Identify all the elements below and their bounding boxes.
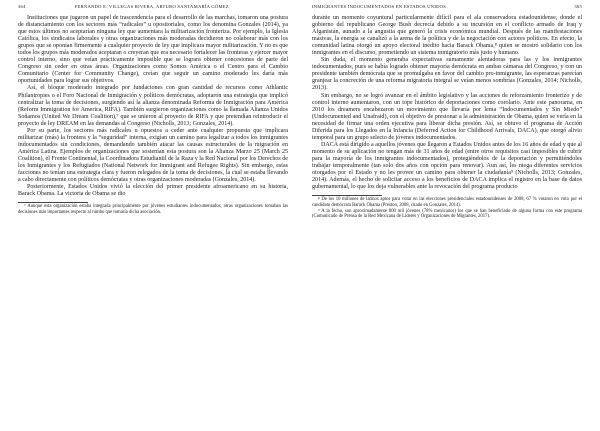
footnote-9: ⁹ A la fecha, son aproximadamente 800 mil jóvenes (78% mexicanos) los que se han beneficiado de alguna forma con este programa (Comunicado de Prensa de la Red Mexicana de Líderes y Organizaciones de Migrantes, 2017). [312, 208, 582, 220]
left-body-text [18, 15, 288, 198]
right-page-number: 365 [574, 4, 582, 9]
left-page [18, 4, 288, 428]
right-running-title: INMIGRANTES INDOCUMENTADOS EN ESTADOS UNIDOS [312, 4, 447, 9]
left-page-number: 364 [18, 4, 26, 9]
right-page [312, 4, 582, 428]
right-paragraph-4: DACA está dirigido a aquellos jóvenes que llegaron a Estados Unidos antes de los 16 años de edad y que al momento de su aplicación no tengan más de 31 años de edad (entre otros requisitos casi imposibles de cubrir para la mayoría de los inmigrantes indocumentados), protegiéndolos de la deportación y permitiéndoles trabajar temporalmente (tan solo dos años con opción para renovar). Aun así, les niega diferentes servicios otorgados por el Estado y no les provee un camino para obtener la ciudadanía⁹ (Nicholls, 2013; Gonzales, 2014). Además, el hecho de solicitar acceso a los beneficios de DACA implica el registro en la base de datos gubernamental, lo que los deja vulnerables ante la revocación del programa producto [312, 141, 582, 191]
footnote-8: ⁸ De los 10 millones de latinos aptos para votar en las elecciones presidenciales estadounidenses de 2008, 67 % votaron en voto por el candidato demócrata Barack Obama (Preston, 2008, citado en Gonzales, 2014). [312, 197, 582, 208]
right-paragraph-1: durante un momento coyuntural particularmente difícil para el ala conservadora estadounidense, donde el gobierno del republicano George Bush decrecía debido a su incursión en el conflicto armado de Iraq y Afganistán, aunado a la angustia que generó la crisis económica mundial. Después de las manifestaciones masivas, la energía se canalizó a la arena de la política y de la negociación con actores políticos. En efecto, la comunidad latina otorgó un apoyo electoral inédito hacia Barack Obama,⁸ quien se mostró solidario con los inmigrantes en el discurso, prometiendo un sistema inmigratorio más justo y humano. [312, 15, 582, 57]
right-footnotes [312, 195, 582, 220]
left-paragraph-4: Posteriormente, Estados Unidos vivió la elección del primer presidente afroamericano en su historia, Barack Obama. La victoria de Obama se dio [18, 184, 288, 198]
right-body-text [312, 15, 582, 191]
left-paragraph-3: Por su parte, los sectores más radicales u opuestos a ceder ante cualquier propuesta que implicara militarizar (más) la frontera y la “seguridad” interna, exigían un camino para legalizar a todos los inmigrantes indocumentados sin condiciones, demandando también atacar las causas estructurales de la migración en América Latina. Ejemplos de organizaciones que sostenían esta postura son la Alianza Marzo 25 (March 25 Coalition), el Frente Continental, la Coordinadora Estudiantil de la Raza y la Red Nacional por los Derechos de los Inmigrantes y los Refugiados (National Network for Immigrant and Refugee Rights). Sin embargo, estas facciones no tenían una estrategia clara y fueron relegados de la toma de decisiones, la cual se estaba llevando a cabo directamente con políticos demócratas y otras organizaciones moderadas (Gonzales, 2014). [18, 127, 288, 184]
left-running-head [18, 4, 288, 12]
footnote-7: ⁷ Aunque esta organización estaba integrada principalmente por jóvenes estudiantes indocumentados, otras organizaciones tomaban las decisiones más importantes respecto al rumbo que tomaría dicha asociación. [18, 204, 288, 215]
left-footnotes [18, 202, 288, 215]
left-paragraph-1: Instituciones que jugaron un papel de trascendencia para el desarrollo de las marchas, tomaron una postura de distanciamiento con los sectores más “radicales” u opositoriales, como los denomina Gonzales (2014), ya que estos últimos no aceptarían ninguna ley que aumentara la militarización fronteriza. Por ejemplo, la Iglesia Católica, los sindicatos laborales y otras organizaciones más moderadas decidieron no colaborar más con los grupos que se oponían firmemente a cualquier proyecto de ley que implicara mayor militarización. Y no es que todos los grupos más moderados aceptaran o creyeran que era necesario fortalecer las fronteras y ejercer mayor control interno, sino que veían prácticamente imposible que se lograra obtener concesiones de parte del Congreso sin ceder en otras áreas. Organizaciones como Somos América o el Centro para el Cambio Comunitario (Center for Community Change), creían que seguir un camino moderado les daría más oportunidades para lograr sus objetivos. [18, 15, 288, 85]
right-paragraph-2: Sin duda, el momento generaba expectativas sumamente alentadoras para las y los inmigrantes indocumentados, pues se había logrado obtener mayoría demócrata en ambas cámaras del Congreso, y con un presidente también demócrata que se promulgaba en favor del cambio pro-inmigrante, las esperanzas parecían granjear la concreción de una reforma migratoria integral se veían menos sombrías (Gonzales, 2014; Nicholls, 2013). [312, 57, 582, 92]
right-running-head [312, 4, 582, 12]
left-paragraph-2: Así, el bloque moderado integrado por fundaciones con gran cantidad de recursos como Athlantic Philantropies o el Foro Nacional de Inmigración y políticos demócratas, adoptaron una estrategia que implicó centralizar la toma de decisiones, surgiendo así la alianza denominada Reforma de Inmigración para América (Reform Immigration for America, RIFA). También surgieron organizaciones como la llamada Alianza Unidos Soñamos (United We Dream Coalition),⁷ que se unieron al proyecto de RIFA y que pretendían reintroducir el proyecto de ley DREAM en las demandas al Congreso (Nicholls, 2013; Gonzales, 2014). [18, 85, 288, 127]
left-running-title: FERNANDO E. VILLEGAS RIVERA, ARTURO SANTAMARÍA GÓMEZ [74, 4, 229, 9]
right-paragraph-3: Sin embargo, no se logró avanzar en el ámbito legislativo y las acciones de reforzamiento fronterizo y de control interno aumentaron, con un tope histórico de deportaciones como corolario. Ante este panorama, en 2010 los dreamers encabezaron un movimiento que llevaría por lema “Indocumentados y Sin Miedo” (Undocumented and Unafraid), con el objetivo de presionar a la administración de Obama, quien se vería en la necesidad de firmar una orden ejecutiva para liberar dicha presión. Así, se obtuvo el programa de Acción Diferida para los Llegados en la Infancia (Deferred Action for Childhood Arrivals, DACA), que otorgó alivio temporal para un grupo selecto de jóvenes indocumentados. [312, 92, 582, 141]
